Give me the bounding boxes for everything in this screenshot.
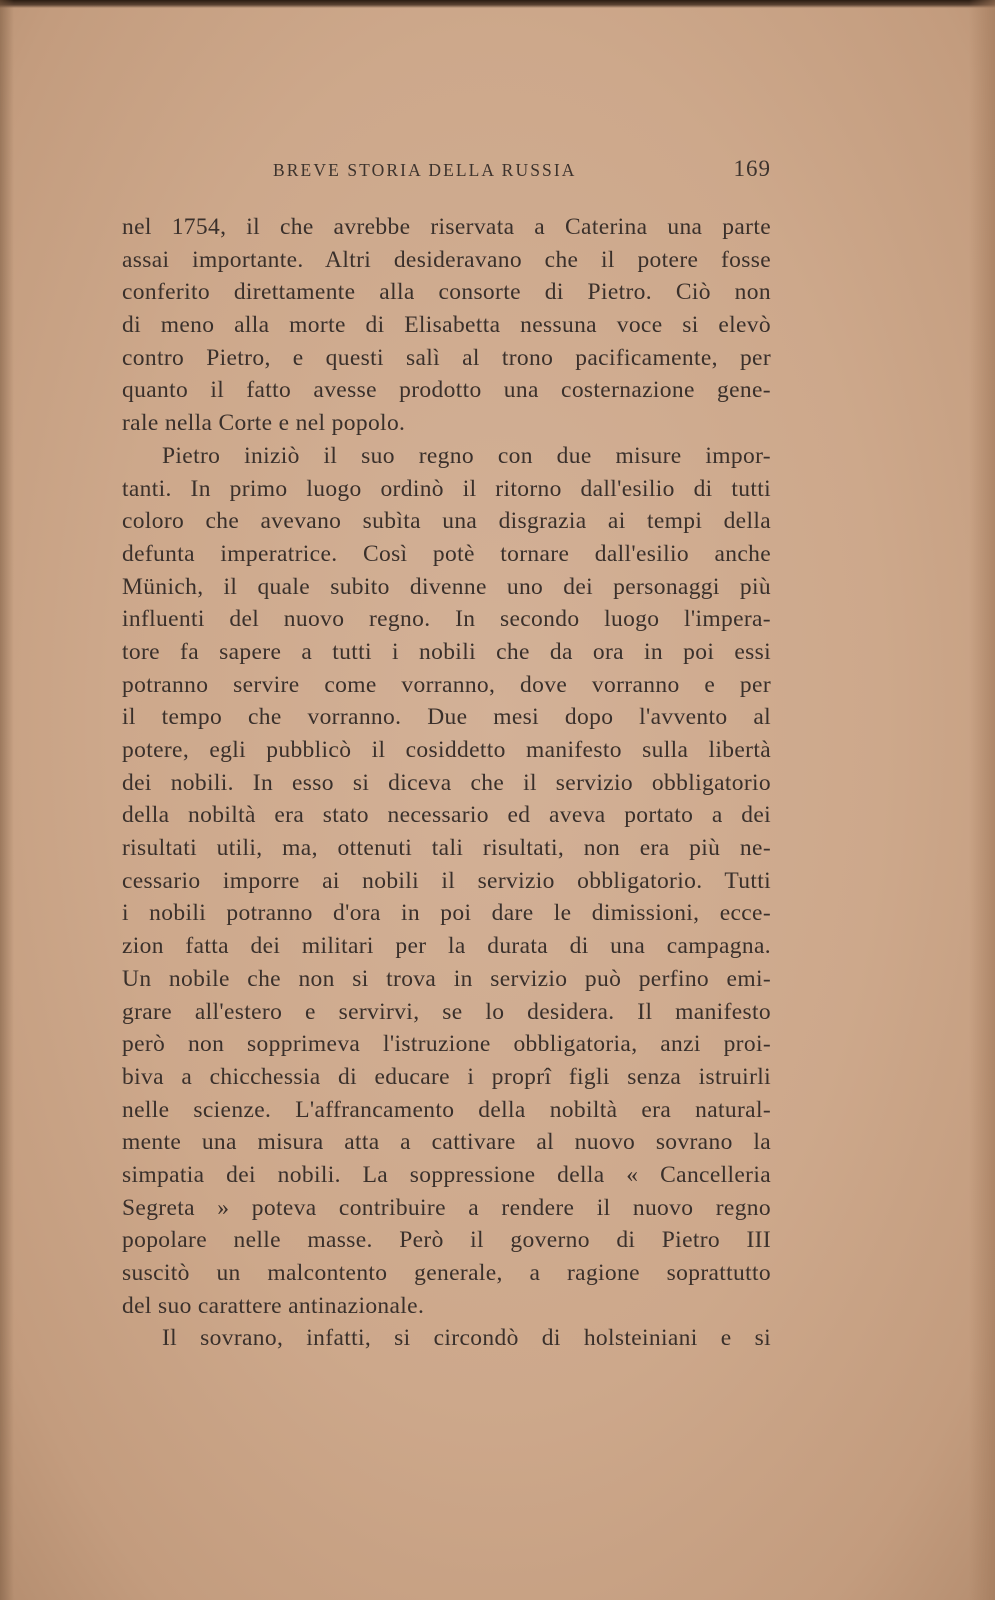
page-number: 169: [733, 156, 771, 181]
text-line: simpatia dei nobili. La soppressione della « Cancelleria: [122, 1161, 771, 1188]
text-line: Il sovrano, infatti, si circondò di holsteiniani e si: [162, 1325, 771, 1352]
page-top-edge: [0, 0, 995, 8]
text-line: influenti del nuovo regno. In secondo luogo l'impera-: [122, 606, 771, 633]
text-line: Pietro iniziò il suo regno con due misure impor-: [162, 442, 771, 469]
text-line: tanti. In primo luogo ordinò il ritorno dall'esilio di tutti: [122, 475, 771, 502]
text-line: tore fa sapere a tutti i nobili che da ora in poi essi: [122, 638, 771, 665]
text-line: Segreta » poteva contribuire a rendere il nuovo regno: [122, 1194, 771, 1221]
text-line: biva a chicchessia di educare i proprî figli senza istruirli: [122, 1063, 771, 1090]
text-line: potranno servire come vorranno, dove vorranno e per: [122, 671, 771, 698]
text-line: risultati utili, ma, ottenuti tali risultati, non era più ne-: [122, 835, 771, 862]
text-line: conferito direttamente alla consorte di Pietro. Ciò non: [122, 279, 771, 306]
text-line: popolare nelle masse. Però il governo di Pietro III: [122, 1227, 771, 1254]
page-left-edge: [0, 0, 14, 1600]
text-line: cessario imporre ai nobili il servizio obbligatorio. Tutti: [122, 867, 771, 894]
text-line: grare all'estero e servirvi, se lo desidera. Il manifesto: [122, 998, 771, 1025]
text-line: i nobili potranno d'ora in poi dare le dimissioni, ecce-: [122, 900, 771, 927]
text-line: di meno alla morte di Elisabetta nessuna voce si elevò: [122, 312, 771, 339]
text-line: rale nella Corte e nel popolo.: [122, 410, 406, 437]
text-line: il tempo che vorranno. Due mesi dopo l'avvento al: [122, 704, 771, 731]
text-line: defunta imperatrice. Così potè tornare dall'esilio anche: [122, 540, 771, 567]
page-right-edge: [969, 0, 995, 1600]
text-line: però non sopprimeva l'istruzione obbligatoria, anzi proi-: [122, 1031, 771, 1058]
text-line: mente una misura atta a cattivare al nuovo sovrano la: [122, 1129, 771, 1156]
text-line: Un nobile che non si trova in servizio può perfino emi-: [122, 965, 771, 992]
page-header: [273, 157, 771, 185]
text-line: dei nobili. In esso si diceva che il servizio obbligatorio: [122, 769, 771, 796]
text-line: assai importante. Altri desideravano che il potere fosse: [122, 246, 771, 273]
body-text: [122, 211, 771, 1355]
text-line: suscitò un malcontento generale, a ragione soprattutto: [122, 1260, 771, 1286]
text-line: nelle scienze. L'affrancamento della nobiltà era natural-: [122, 1096, 771, 1123]
running-title: BREVE STORIA DELLA RUSSIA: [273, 160, 577, 180]
text-line: potere, egli pubblicò il cosiddetto manifesto sulla libertà: [122, 737, 771, 763]
text-line: coloro che avevano subìta una disgrazia ai tempi della: [122, 508, 771, 535]
text-line: contro Pietro, e questi salì al trono pacificamente, per: [122, 344, 771, 371]
text-line: Münich, il quale subito divenne uno dei personaggi più: [122, 573, 771, 600]
text-line: nel 1754, il che avrebbe riservata a Caterina una parte: [122, 214, 771, 240]
text-line: zion fatta dei militari per la durata di una campagna.: [122, 933, 771, 960]
text-line: della nobiltà era stato necessario ed aveva portato a dei: [122, 802, 771, 829]
text-line: del suo carattere antinazionale.: [122, 1292, 425, 1319]
text-line: quanto il fatto avesse prodotto una costernazione gene-: [122, 377, 771, 404]
